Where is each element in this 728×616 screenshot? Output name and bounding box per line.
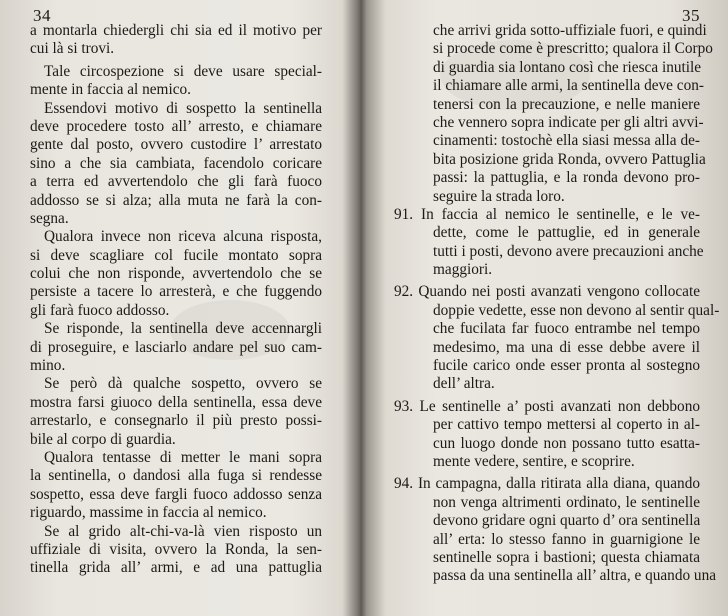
text-line: deve procedere tosto all’ arresto, e chiamare — [30, 117, 322, 135]
text-line: medesimo, ma una di esse debbe avere il — [433, 338, 700, 356]
text-line: a terra ed avvertendolo che gli farà fuoco — [30, 173, 322, 191]
text-line: cun luogo donde non possano tutto esatta- — [433, 434, 700, 452]
text-line: Se al grido alt-chi-va-là vien risposto un — [44, 522, 322, 540]
text-line: gli farà fuoco addosso. — [30, 301, 170, 319]
text-line: mente in faccia al nemico. — [30, 81, 191, 99]
text-line: mino. — [30, 357, 66, 375]
text-line: Qualora invece non riceva alcuna risposta, — [44, 228, 322, 246]
text-line: maggiori. — [433, 261, 493, 279]
text-line: dell’ altra. — [433, 375, 495, 393]
page-text — [394, 22, 720, 586]
text-line: dette, come le pattuglie, ed in generale — [433, 224, 700, 242]
text-line: doppie vedette, esse non devono al sentir qual- — [433, 301, 720, 319]
text-line: fucile carico onde esser pronta al sostegno — [433, 357, 700, 375]
text-line: bile al corpo di guardia. — [30, 430, 176, 448]
text-line: sentinelle sopra i bastioni; questa chiamata — [433, 548, 700, 566]
text-line: si procede come è prescritto; qualora il Corpo — [433, 40, 713, 58]
text-line: sospetto, essa deve fargli fuoco addosso senza — [30, 485, 322, 503]
text-line: cui là si trovi. — [30, 40, 115, 58]
page-number: 35 — [682, 6, 700, 25]
text-line: 93. Le sentinelle a’ posti avanzati non debbono — [394, 397, 700, 415]
text-line: che arrivi grida sotto-uffiziale fuori, e quindi — [433, 22, 707, 39]
text-line: 91. In faccia al nemico le sentinelle, e le ve- — [394, 205, 700, 223]
text-line: la sentinella, o dandosi alla fuga si rendesse — [30, 467, 322, 485]
text-line: Essendovi motivo di sospetto la sentinella — [44, 99, 322, 117]
text-line: passa da una sentinella all’ altra, e quando una — [433, 567, 717, 585]
text-line: arrestarlo, e consegnarlo il più presto possi- — [30, 412, 322, 430]
text-line: di proseguire, e lasciarlo andare pel suo cam- — [30, 338, 322, 356]
left-page — [0, 0, 355, 616]
text-line: mostra farsi giuoco della sentinella, essa deve — [30, 393, 322, 411]
text-line: che vennero sopra indicate per gli altri avvi- — [433, 113, 704, 131]
text-line: tenersi con la precauzione, e nelle maniere — [433, 95, 700, 113]
text-line: cinamenti: tostochè ella siasi messa alla de- — [433, 132, 700, 150]
text-line: per cattivo tempo mettersi al coperto in al- — [433, 416, 700, 434]
text-line: 92. Quando nei posti avanzati vengono collocate — [394, 283, 700, 301]
text-line: bita posizione grida Ronda, ovvero Pattuglia — [433, 150, 706, 168]
text-line: colui che non risponde, avvertendolo che se — [30, 265, 322, 283]
text-line: il chiamare alle armi, la sentinella deve con- — [433, 77, 704, 95]
text-line: Qualora tentasse di metter le mani sopra — [44, 448, 322, 466]
text-line: gente dal posto, ovvero custodire l’ arrestato — [30, 136, 322, 154]
text-line: Se risponde, la sentinella deve accennargli — [44, 320, 322, 338]
text-line: all’ erta: lo stesso fanno in guarnigione le — [433, 530, 700, 548]
text-line: tinella grida all’ armi, e ad una pattuglia — [30, 559, 322, 577]
text-line: addosso se si alza; alla muta ne farà la con- — [30, 191, 322, 209]
text-line: seguire la strada loro. — [433, 187, 565, 205]
page-text — [30, 22, 322, 578]
text-line: che fucilata far fuoco entrambe nel tempo — [433, 320, 700, 338]
text-line: uffiziale di visita, ovvero la Ronda, la sen- — [30, 540, 322, 558]
text-line: persiste a tacere lo arresterà, e che fuggendo — [30, 283, 322, 301]
text-line: Se però dà qualche sospetto, ovvero se — [44, 375, 322, 393]
text-line: a montarla chiedergli chi sia ed il motivo per — [30, 22, 322, 39]
text-line: tutti i posti, devono avere precauzioni anche — [433, 242, 704, 260]
text-line: si deve scagliare col fucile montato sopra — [30, 246, 322, 264]
text-line: di guardia sia lontano così che riesca inutile — [433, 58, 702, 76]
text-line: riguardo, massime in faccia al nemico. — [30, 504, 267, 522]
text-line: segna. — [30, 209, 69, 227]
text-line: passi: la pattuglia, e la ronda devono pro- — [433, 169, 700, 187]
right-page — [362, 0, 728, 616]
text-line: non venga altrimenti ordinato, le sentinelle — [433, 493, 700, 511]
text-line: mente vedere, sentire, e scoprire. — [433, 452, 635, 470]
text-line: Tale circospezione si deve usare special- — [44, 62, 322, 80]
text-line: sino a che sia cambiata, facendolo coricare — [30, 154, 322, 172]
text-line: 94. In campagna, dalla ritirata alla diana, quando — [394, 475, 700, 493]
page-number: 34 — [33, 6, 51, 25]
text-line: devono gridare ogni quarto d’ ora sentinella — [433, 512, 701, 530]
